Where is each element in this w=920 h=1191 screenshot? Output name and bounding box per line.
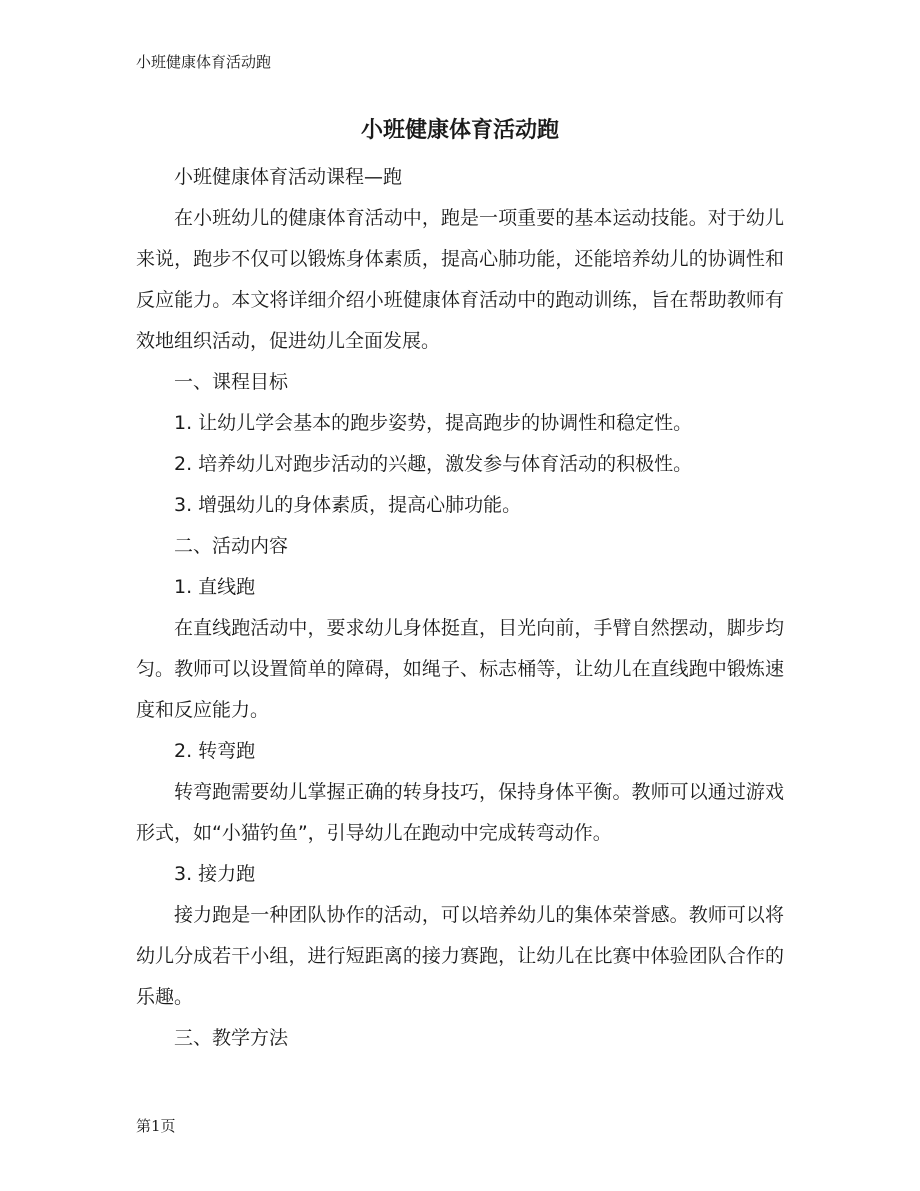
section-heading-content: 二、活动内容: [174, 535, 289, 557]
relay-run-paragraph: 接力跑是一种团队协作的活动，可以培养幼儿的集体荣誉感。教师可以将幼儿分成若干小组，进行短距离的接力赛跑，让幼儿在比赛中体验团队合作的乐趣。: [136, 904, 784, 1008]
page-number: 第1页: [136, 1117, 176, 1135]
goal-item-1: 1. 让幼儿学会基本的跑步姿势，提高跑步的协调性和稳定性。: [174, 412, 693, 434]
subheading-relay-run: 3. 接力跑: [174, 863, 256, 885]
document-title: 小班健康体育活动跑: [360, 117, 559, 143]
section-heading-goals: 一、课程目标: [174, 371, 289, 393]
document-body: [136, 157, 784, 1059]
running-header: 小班健康体育活动跑: [136, 53, 272, 71]
goal-item-3: 3. 增强幼儿的身体素质，提高心肺功能。: [174, 494, 522, 516]
turn-run-paragraph: 转弯跑需要幼儿掌握正确的转身技巧，保持身体平衡。教师可以通过游戏形式，如“小猫钓鱼”，引导幼儿在跑动中完成转弯动作。: [136, 781, 784, 844]
intro-paragraph: 在小班幼儿的健康体育活动中，跑是一项重要的基本运动技能。对于幼儿来说，跑步不仅可以锻炼身体素质，提高心肺功能，还能培养幼儿的协调性和反应能力。本文将详细介绍小班健康体育活动中的跑动训练，旨在帮助教师有效地组织活动，促进幼儿全面发展。: [136, 207, 784, 352]
subtitle-paragraph: 小班健康体育活动课程—跑: [174, 166, 403, 188]
section-heading-methods: 三、教学方法: [174, 1027, 289, 1049]
subheading-straight-run: 1. 直线跑: [174, 576, 256, 598]
goal-item-2: 2. 培养幼儿对跑步活动的兴趣，激发参与体育活动的积极性。: [174, 453, 693, 475]
straight-run-paragraph: 在直线跑活动中，要求幼儿身体挺直，目光向前，手臂自然摆动，脚步均匀。教师可以设置简单的障碍，如绳子、标志桶等，让幼儿在直线跑中锻炼速度和反应能力。: [136, 617, 784, 721]
subheading-turn-run: 2. 转弯跑: [174, 740, 256, 762]
